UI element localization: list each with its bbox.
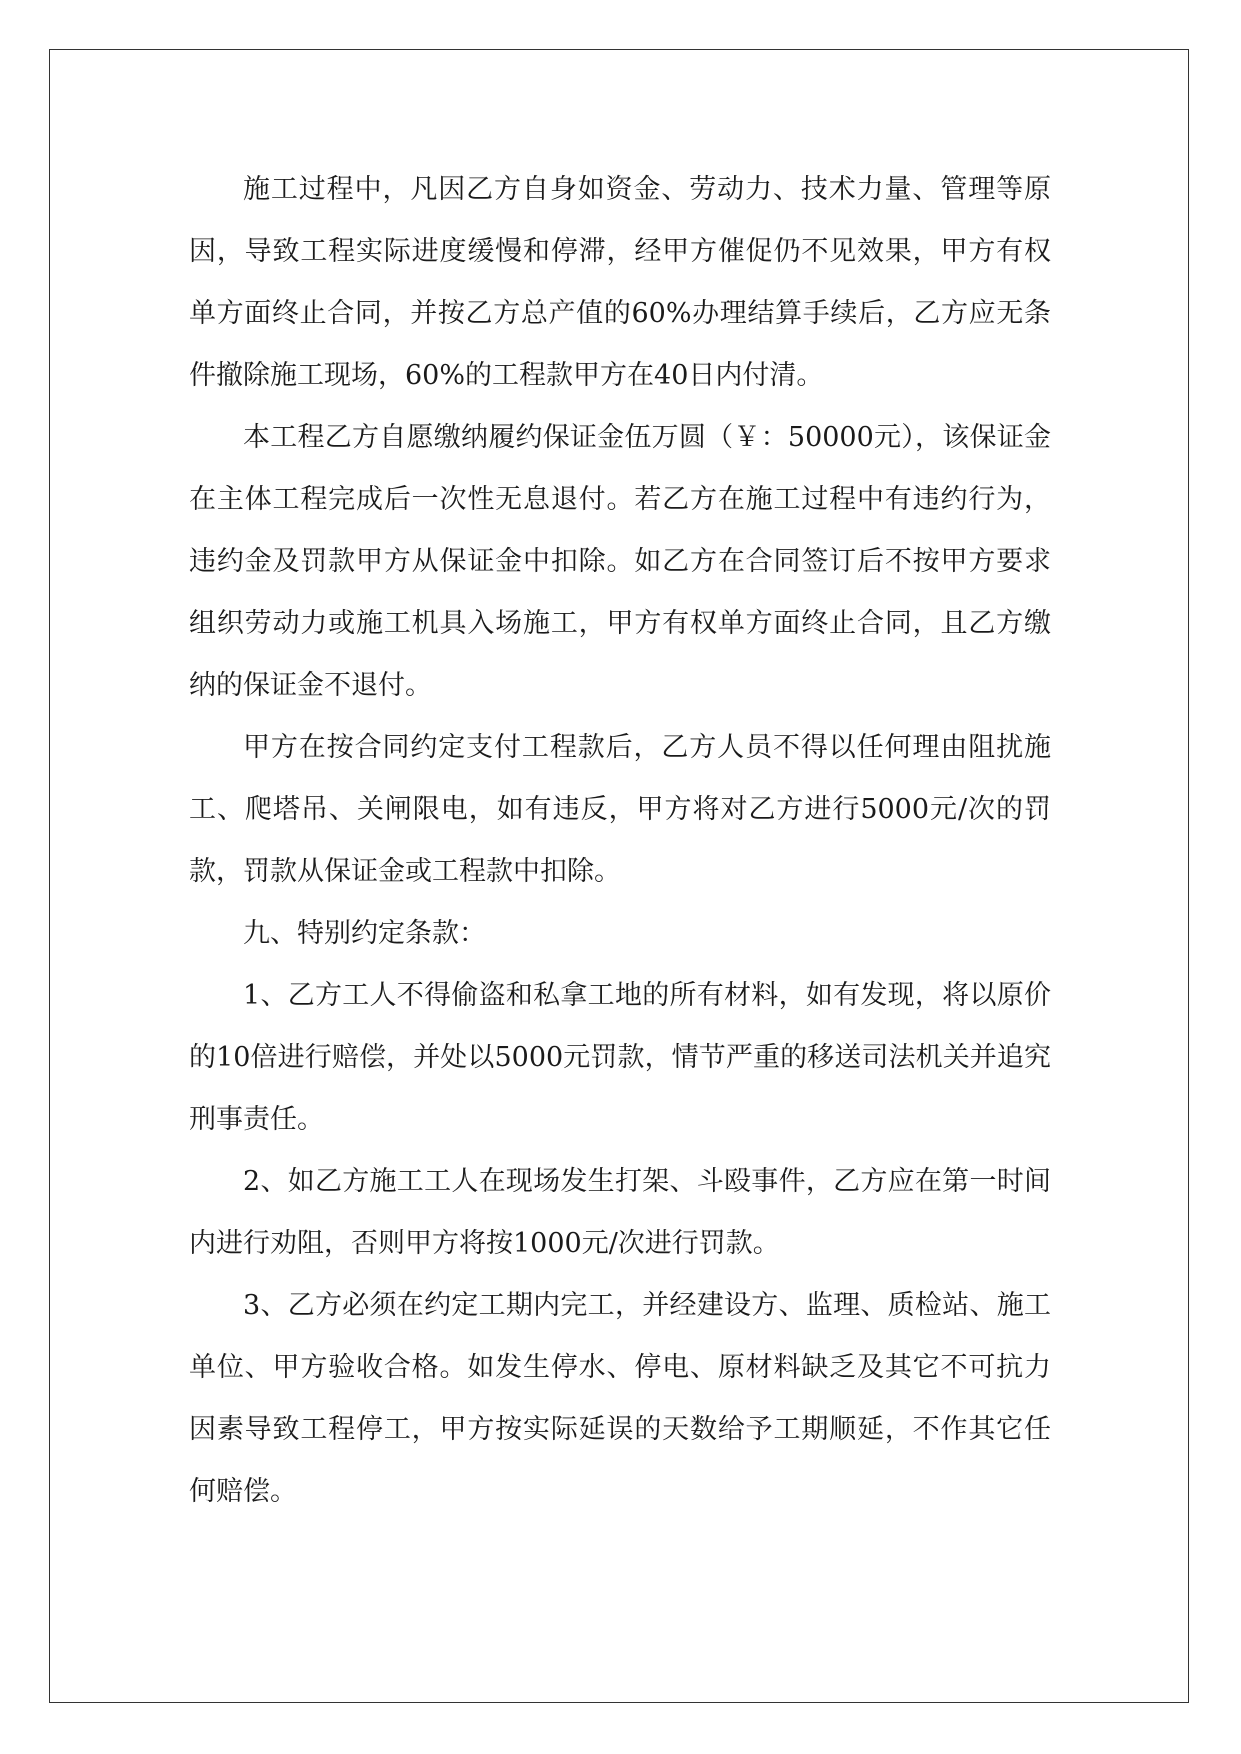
clause-3-completion: 3、乙方必须在约定工期内完工，并经建设方、监理、质检站、施工单位、甲方验收合格。如发生停水、停电、原材料缺乏及其它不可抗力因素导致工程停工，甲方按实际延误的天数给予工期顺延，不作其它任何赔偿。	[189, 1290, 1051, 1507]
document-body	[189, 159, 1051, 1523]
clause-1-theft: 1、乙方工人不得偷盗和私拿工地的所有材料，如有发现，将以原价的10倍进行赔偿，并处以5000元罚款，情节严重的移送司法机关并追究刑事责任。	[189, 980, 1051, 1135]
paragraph-termination: 施工过程中，凡因乙方自身如资金、劳动力、技术力量、管理等原因，导致工程实际进度缓慢和停滞，经甲方催促仍不见效果，甲方有权单方面终止合同，并按乙方总产值的60%办理结算手续后，乙方应无条件撤除施工现场，60%的工程款甲方在40日内付清。	[189, 174, 1051, 391]
paragraph-obstruction-penalty: 甲方在按合同约定支付工程款后，乙方人员不得以任何理由阻扰施工、爬塔吊、关闸限电，如有违反，甲方将对乙方进行5000元/次的罚款，罚款从保证金或工程款中扣除。	[189, 732, 1051, 887]
clause-2-fighting: 2、如乙方施工工人在现场发生打架、斗殴事件，乙方应在第一时间内进行劝阻，否则甲方将按1000元/次进行罚款。	[189, 1166, 1051, 1259]
section-heading-special-terms: 九、特别约定条款：	[243, 918, 486, 949]
paragraph-deposit: 本工程乙方自愿缴纳履约保证金伍万圆（￥：50000元），该保证金在主体工程完成后一次性无息退付。若乙方在施工过程中有违约行为，违约金及罚款甲方从保证金中扣除。如乙方在合同签订后不按甲方要求组织劳动力或施工机具入场施工，甲方有权单方面终止合同，且乙方缴纳的保证金不退付。	[189, 422, 1051, 701]
